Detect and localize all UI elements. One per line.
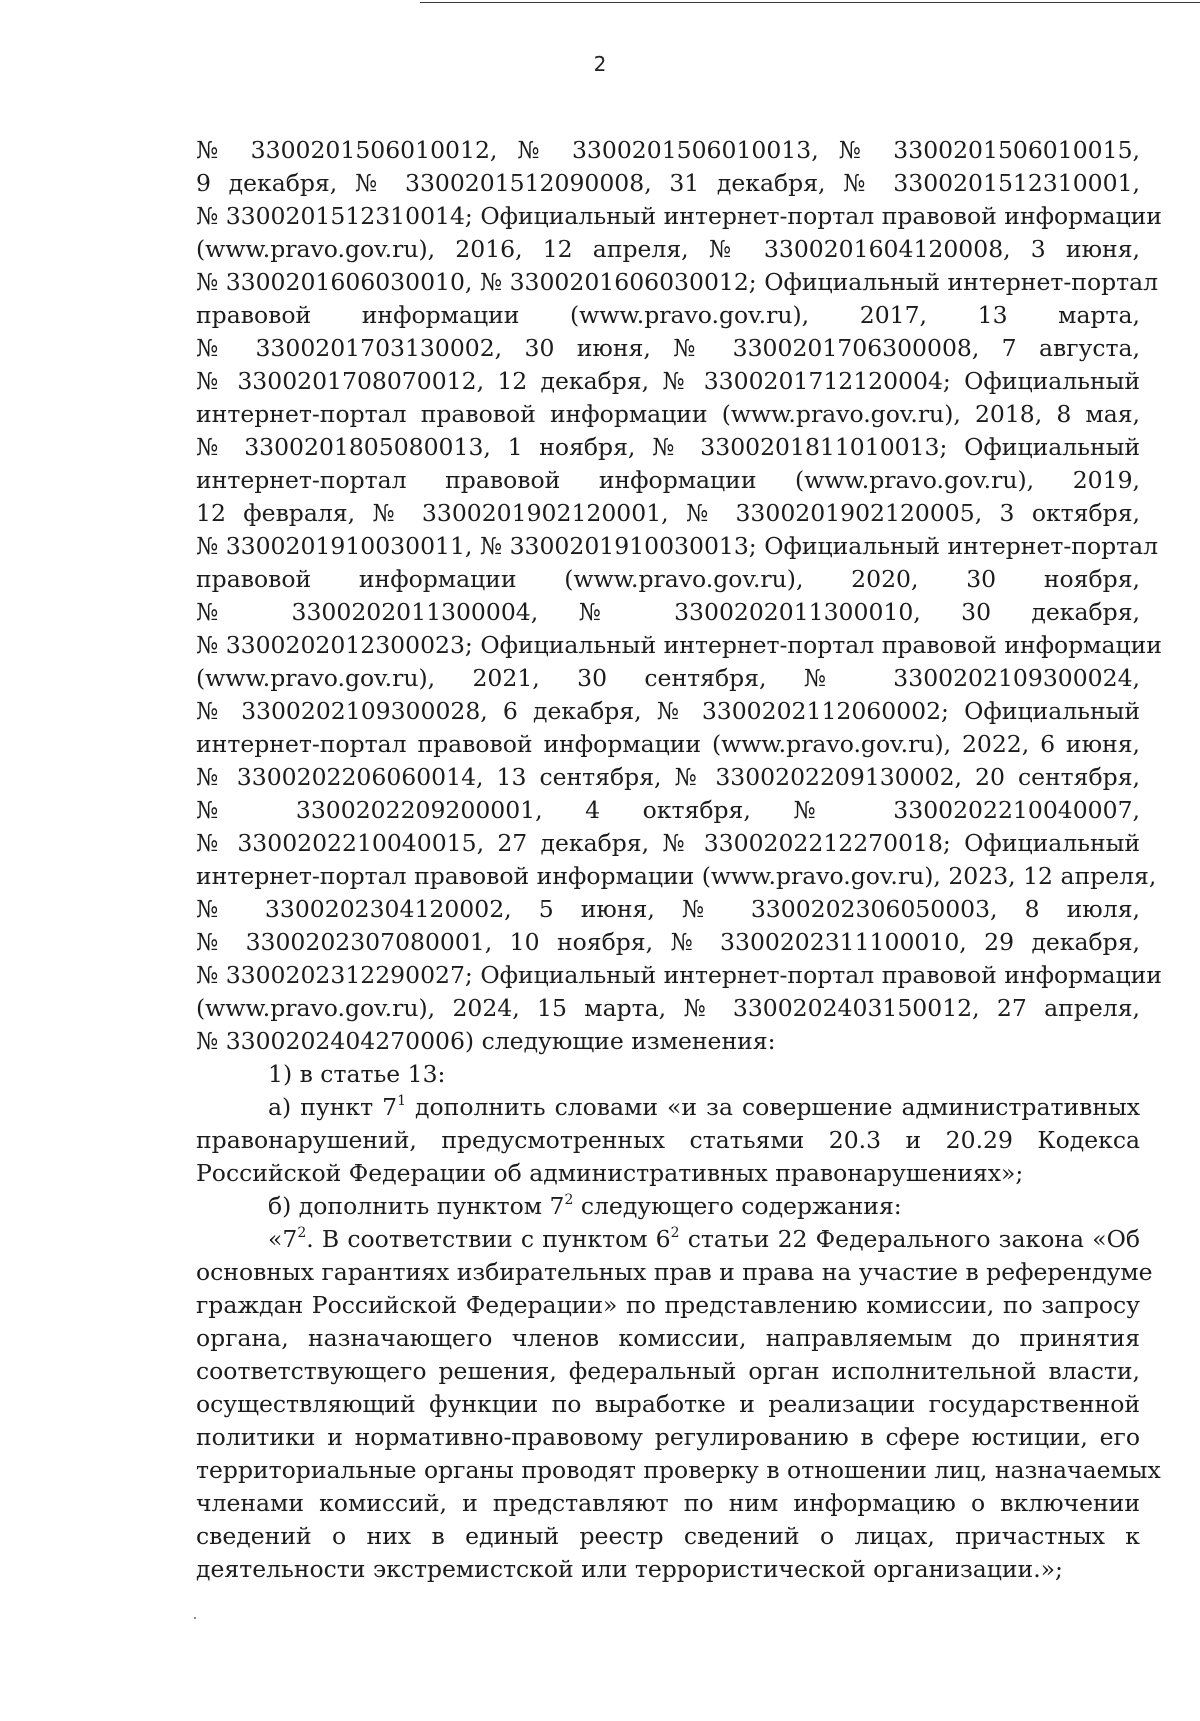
text-line: № 3300202307080001, 10 ноября, № 3300202311100010, 29 декабря, (196, 928, 1140, 956)
quote-line: территориальные органы проводят проверку в отношении лиц, назначаемых (196, 1456, 1161, 1484)
text-line: № 3300201805080013, 1 ноября, № 3300201811010013; Официальный (196, 433, 1140, 461)
item-b-line (196, 1190, 1140, 1223)
scan-mark (194, 1617, 196, 1619)
text-line: 12 февраля, № 3300201902120001, № 3300201902120005, 3 октября, (196, 499, 1140, 527)
quote-line: основных гарантиях избирательных прав и права на участие в референдуме (196, 1258, 1153, 1286)
item-a-line: Российской Федерации об административных правонарушениях»; (196, 1159, 1024, 1187)
text-line: № 3300202012300023; Официальный интернет-портал правовой информации (196, 631, 1162, 659)
text-line: (www.pravo.gov.ru), 2024, 15 марта, № 3300202403150012, 27 апреля, (196, 994, 1140, 1022)
item-a-line (196, 1091, 1140, 1124)
text-line: № 3300202304120002, 5 июня, № 3300202306050003, 8 июля, (196, 895, 1140, 923)
text-line: № 3300201703130002, 30 июня, № 3300201706300008, 7 августа, (196, 334, 1140, 362)
text-line: № 3300202404270006) следующие изменения: (196, 1027, 776, 1055)
quote-text: «7 (268, 1225, 298, 1253)
text-line: № 3300202210040015, 27 декабря, № 3300202212270018; Официальный (196, 829, 1140, 857)
quote-line: граждан Российской Федерации» по представлению комиссии, по запросу (196, 1291, 1140, 1319)
text-line: правовой информации (www.pravo.gov.ru), 2020, 30 ноября, (196, 565, 1140, 593)
text-line: правовой информации (www.pravo.gov.ru), 2017, 13 марта, (196, 301, 1140, 329)
quote-line: политики и нормативно-правовому регулированию в сфере юстиции, его (196, 1423, 1140, 1451)
quote-text: . В соответствии с пунктом 6 (306, 1225, 671, 1253)
superscript: 2 (564, 1192, 574, 1208)
text-line: № 3300201910030011, № 3300201910030013; Официальный интернет-портал (196, 532, 1159, 560)
text-line: № 3300202206060014, 13 сентября, № 3300202209130002, 20 сентября, (196, 763, 1140, 791)
text-line: № 3300201512310014; Официальный интернет-портал правовой информации (196, 202, 1162, 230)
item-b-text: следующего содержания: (573, 1192, 902, 1220)
top-rule (420, 2, 1200, 3)
document-body (196, 134, 1162, 1586)
quote-line: органа, назначающего членов комиссии, направляемым до принятия (196, 1324, 1140, 1352)
text-line: № 3300201708070012, 12 декабря, № 3300201712120004; Официальный (196, 367, 1140, 395)
quote-line: членами комиссий, и представляют по ним информацию о включении (196, 1489, 1140, 1517)
text-line: 9 декабря, № 3300201512090008, 31 декабря, № 3300201512310001, (196, 169, 1140, 197)
text-line: № 3300202011300004, № 3300202011300010, 30 декабря, (196, 598, 1140, 626)
text-line: № 3300202209200001, 4 октября, № 3300202210040007, (196, 796, 1140, 824)
text-line: № 3300201506010012, № 3300201506010013, № 3300201506010015, (196, 136, 1140, 164)
item-b-text: б) дополнить пунктом 7 (268, 1192, 565, 1220)
quote-line: осуществляющий функции по выработке и реализации государственной (196, 1390, 1140, 1418)
text-line: № 3300202109300028, 6 декабря, № 3300202112060002; Официальный (196, 697, 1140, 725)
text-line: № 3300202312290027; Официальный интернет-портал правовой информации (196, 961, 1162, 989)
page-number: 2 (593, 52, 607, 76)
text-line: № 3300201606030010, № 3300201606030012; Официальный интернет-портал (196, 268, 1159, 296)
quote-text: статьи 22 Федерального закона «Об (679, 1225, 1140, 1253)
item-1-heading: 1) в статье 13: (268, 1060, 446, 1088)
item-a-line: правонарушений, предусмотренных статьями 20.3 и 20.29 Кодекса (196, 1126, 1140, 1154)
text-line: интернет-портал правовой информации (www.pravo.gov.ru), 2023, 12 апреля, (196, 862, 1157, 890)
superscript: 2 (297, 1225, 307, 1241)
quote-line: деятельности экстремистской или террористической организации.»; (196, 1555, 1063, 1583)
text-line: (www.pravo.gov.ru), 2016, 12 апреля, № 3300201604120008, 3 июня, (196, 235, 1140, 263)
superscript: 1 (397, 1093, 406, 1109)
quote-line: сведений о них в единый реестр сведений о лицах, причастных к (196, 1522, 1140, 1550)
superscript: 2 (670, 1225, 680, 1241)
quote-line (196, 1223, 1140, 1256)
item-a-text: а) пункт 7 (268, 1093, 398, 1121)
quote-line: соответствующего решения, федеральный орган исполнительной власти, (196, 1357, 1140, 1385)
text-line: (www.pravo.gov.ru), 2021, 30 сентября, № 3300202109300024, (196, 664, 1140, 692)
item-a-text: дополнить словами «и за совершение административных (406, 1093, 1140, 1121)
text-line: интернет-портал правовой информации (www.pravo.gov.ru), 2022, 6 июня, (196, 730, 1140, 758)
text-line: интернет-портал правовой информации (www.pravo.gov.ru), 2018, 8 мая, (196, 400, 1140, 428)
text-line: интернет-портал правовой информации (www.pravo.gov.ru), 2019, (196, 466, 1140, 494)
